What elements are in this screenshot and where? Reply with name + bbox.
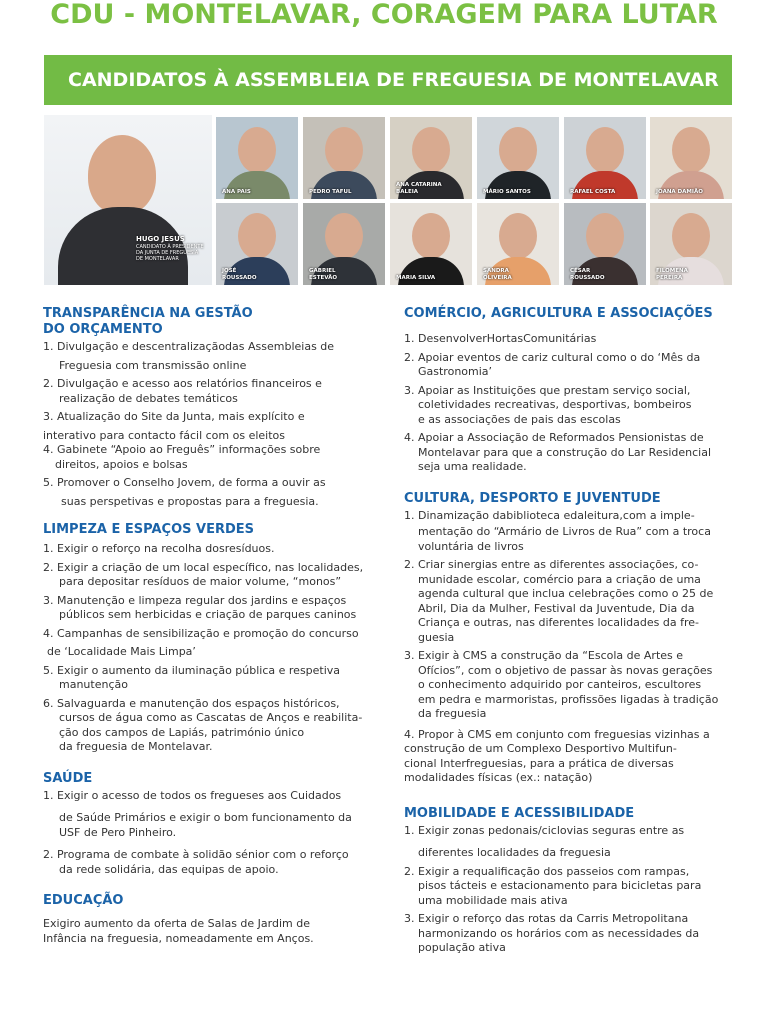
list-item: USF de Pero Pinheiro.	[59, 825, 177, 839]
left-column	[43, 306, 388, 946]
candidate-name: RAFAEL COSTA	[570, 188, 616, 195]
section-title-line: TRANSPARÊNCIA NA GESTÃO	[43, 306, 253, 321]
list-item: modalidades físicas (ex.: natação)	[404, 771, 593, 784]
section-title-comercio: COMÉRCIO, AGRICULTURA E ASSOCIAÇÕES	[404, 306, 713, 321]
list-item: 4. Apoiar a Associação de Reformados Pensionistas de	[404, 431, 704, 444]
candidate-photo	[650, 203, 732, 285]
list-item: Montelavar para que a construção do Lar Residencial	[418, 445, 712, 459]
list-item: harmonizando os horários com as necessidades da	[418, 926, 700, 940]
list-item: e as associações de pais das escolas	[418, 412, 621, 426]
candidate-face	[586, 213, 624, 259]
list-item: 4. Campanhas de sensibilização e promoção do concurso	[43, 626, 359, 640]
list-item: Ofícios”, com o objetivo de passar às novas gerações	[418, 663, 713, 677]
list-item: interativo para contacto fácil com os eleitos	[43, 428, 285, 442]
candidate-face	[238, 127, 276, 173]
candidate-name: GABRIEL ESTEVÃO	[309, 268, 338, 281]
list-item: 3. Exigir o reforço das rotas da Carris Metropolitana	[404, 912, 689, 925]
candidate-face	[412, 127, 450, 173]
candidate-face	[672, 213, 710, 259]
list-item: 4. Gabinete “Apoio ao Freguês” informações sobre	[43, 443, 321, 456]
candidate-photo	[477, 203, 559, 285]
candidate-name: PEDRO TAFUL	[309, 188, 352, 195]
list-item: 1. Exigir o reforço na recolha dosresíduos.	[43, 542, 275, 555]
list-item: cursos de água como as Cascatas de Anços e reabilita-	[59, 711, 363, 724]
candidate-face	[499, 127, 537, 173]
list-item: 1. Divulgação e descentralizaçãodas Assembleias de	[43, 340, 335, 353]
lead-candidate-head	[88, 135, 156, 215]
list-item: 1. Exigir zonas pedonais/ciclovias seguras entre as	[404, 823, 685, 837]
paragraph: Infância na freguesia, nomeadamente em Anços.	[43, 931, 314, 945]
list-item: 3. Manutenção e limpeza regular dos jardins e espaços	[43, 593, 347, 607]
list-item: voluntária de livros	[418, 539, 524, 553]
list-item: 2. Exigir a requalificação dos passeios com rampas,	[404, 864, 690, 878]
list-item: o conhecimento adquirido por canteiros, escultores	[418, 678, 702, 691]
candidate-face	[672, 127, 710, 173]
list-item: 2. Divulgação e acesso aos relatórios financeiros e	[43, 377, 322, 390]
list-item: 1. Dinamização dabiblioteca edaleitura,com a imple-	[404, 508, 695, 522]
list-item: Abril, Dia da Mulher, Festival da Juventude, Dia da	[418, 601, 695, 615]
candidate-name: JOSÉ ROUSSADO	[222, 268, 257, 281]
section-title-limpeza: LIMPEZA E ESPAÇOS VERDES	[43, 522, 254, 537]
list-item: 4. Propor à CMS em conjunto com freguesias vizinhas a	[404, 727, 710, 741]
list-item: 2. Programa de combate à solidão sénior com o reforço	[43, 848, 349, 861]
candidate-photo	[564, 203, 646, 285]
candidate-name: MARIA SILVA	[396, 274, 436, 281]
list-item: Criança e outras, nas diferentes localidades da fre-	[418, 616, 699, 629]
list-item: 2. Criar sinergias entre as diferentes associações, co-	[404, 558, 699, 571]
lead-candidate-role: CANDIDATO À PRESIDENTE DA JUNTA DE FREGUESIA DE MONTELAVAR	[136, 244, 204, 262]
section-title-mobilidade: MOBILIDADE E ACESSIBILIDADE	[404, 805, 635, 821]
list-item: diferentes localidades da freguesia	[418, 846, 611, 859]
candidate-photo	[390, 203, 472, 285]
list-item: agenda cultural que inclua celebrações como o 25 de	[418, 587, 714, 600]
candidate-photo	[216, 203, 298, 285]
list-item: 3. Atualização do Site da Junta, mais explícito e	[43, 410, 305, 423]
list-item: coletividades recreativas, desportivas, bombeiros	[418, 398, 692, 411]
candidate-name: ANA CATARINA BALEIA	[396, 182, 442, 195]
candidate-face	[238, 213, 276, 259]
list-item: direitos, apoios e bolsas	[55, 457, 188, 471]
list-item: da rede solidária, das equipas de apoio.	[59, 862, 279, 876]
list-item: de Saúde Primários e exigir o bom funcionamento da	[59, 811, 352, 824]
lead-candidate-name: HUGO JESUS	[136, 235, 185, 243]
list-item: para depositar resíduos de maior volume, “monos”	[59, 575, 342, 588]
candidate-name: FILOMENA PEREIRA	[656, 268, 688, 281]
candidate-photo	[216, 117, 298, 199]
list-item: 6. Salvaguarda e manutenção dos espaços históricos,	[43, 696, 340, 710]
list-item: 1. DesenvolverHortasComunitárias	[404, 332, 597, 345]
list-item: munidade escolar, comércio para a criação de uma	[418, 572, 701, 586]
section-title-cultura: CULTURA, DESPORTO E JUVENTUDE	[404, 490, 661, 506]
section-title-line: DO ORÇAMENTO	[43, 322, 163, 337]
lead-candidate-photo	[44, 115, 212, 285]
paragraph: Exigiro aumento da oferta de Salas de Jardim de	[43, 917, 310, 930]
candidate-name: ANA PAIS	[222, 188, 251, 195]
list-item: população ativa	[418, 941, 506, 954]
candidate-photo	[303, 117, 385, 199]
list-item: guesia	[418, 630, 455, 644]
list-item: 5. Promover o Conselho Jovem, de forma a ouvir as	[43, 476, 326, 489]
right-column	[404, 306, 749, 956]
candidate-photo	[564, 117, 646, 199]
list-item: seja uma realidade.	[418, 460, 527, 473]
candidates-banner: CANDIDATOS À ASSEMBLEIA DE FREGUESIA DE MONTELAVAR	[44, 55, 732, 105]
list-item: 3. Exigir à CMS a construção da “Escola de Artes e	[404, 649, 684, 662]
candidate-face	[325, 213, 363, 259]
list-item: da freguesia	[418, 707, 487, 720]
candidate-face	[412, 213, 450, 259]
candidate-photo	[650, 117, 732, 199]
candidate-photo	[303, 203, 385, 285]
list-item: manutenção	[59, 678, 128, 691]
section-title-saude: SAÚDE	[43, 770, 93, 786]
candidate-name: CÉSAR ROUSSADO	[570, 268, 605, 281]
candidate-photo	[390, 117, 472, 199]
list-item: realização de debates temáticos	[59, 391, 238, 405]
section-title-educacao: EDUCAÇÃO	[43, 893, 124, 908]
candidate-name: MÁRIO SANTOS	[483, 188, 531, 195]
candidates-photos	[44, 115, 732, 287]
list-item: 1. Exigir o acesso de todos os fregueses aos Cuidados	[43, 788, 342, 802]
list-item: públicos sem herbicidas e criação de parques caninos	[59, 608, 357, 621]
list-item: 3. Apoiar as Instituições que prestam serviço social,	[404, 383, 691, 397]
list-item: cional Interfreguesias, para a prática de diversas	[404, 756, 674, 770]
list-item: da freguesia de Montelavar.	[59, 740, 213, 753]
list-item: uma mobilidade mais ativa	[418, 893, 568, 907]
list-item: 5. Exigir o aumento da iluminação pública e respetiva	[43, 663, 341, 677]
list-item: ção dos campos de Lapiás, património único	[59, 725, 305, 739]
list-item: construção de um Complexo Desportivo Multifun-	[404, 742, 677, 755]
candidate-face	[586, 127, 624, 173]
list-item: pisos tácteis e estacionamento para bicicletas para	[418, 879, 702, 892]
section-title-transparencia	[43, 306, 388, 338]
candidate-face	[499, 213, 537, 259]
list-item: de ‘Localidade Mais Limpa’	[47, 645, 196, 658]
list-item: Gastronomia’	[418, 365, 493, 378]
candidate-name: JOANA DAMIÃO	[656, 188, 703, 195]
candidate-name: SANDRA OLIVEIRA	[483, 268, 512, 281]
list-item: 2. Exigir a criação de um local específico, nas localidades,	[43, 560, 364, 574]
list-item: em pedra e marmoristas, profissões ligadas à tradição	[418, 692, 719, 706]
list-item: Freguesia com transmissão online	[59, 358, 247, 372]
page-title: CDU - MONTELAVAR, CORAGEM PARA LUTAR	[50, 0, 718, 30]
list-item: mentação do “Armário de Livros de Rua” com a troca	[418, 525, 711, 538]
list-item: 2. Apoiar eventos de cariz cultural como o do ‘Mês da	[404, 350, 701, 364]
list-item: suas perspetivas e propostas para a freguesia.	[61, 494, 319, 508]
candidate-photo	[477, 117, 559, 199]
candidate-face	[325, 127, 363, 173]
